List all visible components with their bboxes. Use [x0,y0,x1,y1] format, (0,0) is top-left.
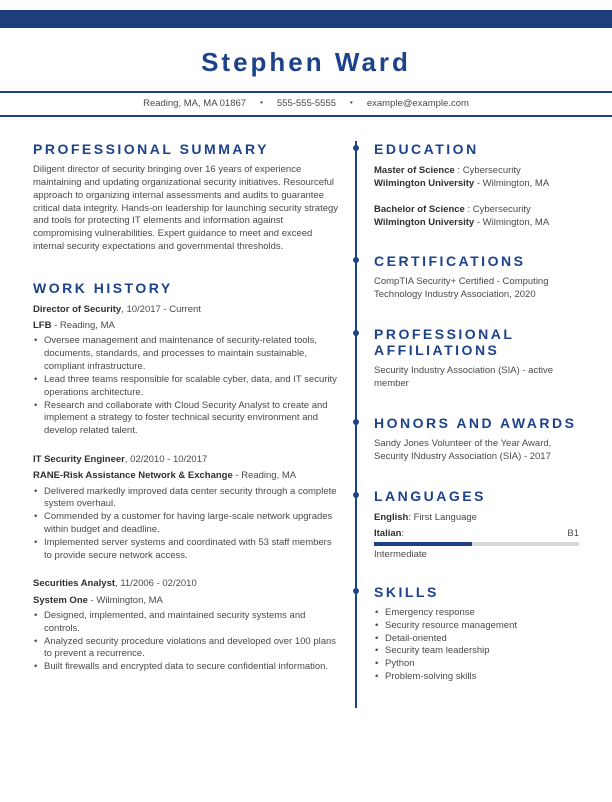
education-entry: Bachelor of Science : Cybersecurity Wilmington University - Wilmington, MA [374,203,550,228]
skill-item: • Security resource management [374,620,579,633]
job-bullet: • Built firewalls and encrypted data to secure confidential information. [33,661,339,674]
job-company-line: System One - Wilmington, MA [33,594,163,606]
job-company: RANE-Risk Assistance Network & Exchange [33,470,233,482]
italian-proficiency-fill [374,542,472,546]
job-bullet: • Designed, implemented, and maintained security systems and controls. [33,610,339,636]
job-location: Reading, MA [59,320,115,332]
section-title-professional-affiliations: PROFESSIONAL AFFILIATIONS [374,326,515,359]
job-dates: 11/2006 - 02/2010 [120,578,197,590]
job-title: Director of Security [33,303,122,315]
job-company-line: LFB - Reading, MA [33,320,115,332]
section-marker-dot-icon [353,145,359,151]
section-professional-affiliations [374,326,579,391]
affiliations-text: Security Industry Association (SIA) - active member [374,365,553,389]
honors-text: Sandy Jones Volunteer of the Year Award, Security INdustry Association (SIA) - 2017 [374,437,552,462]
summary-text: Diligent director of security bringing over 16 years of experience maintaining and updating organizational security initiatives. Resourceful approach to organizing internal assessments and audits to guarantee critical data integrity. Hands-on leadership for launching security strategy and tools for protecting IT elements and information against compromising vulnerabilities. Expert guidance to meet and exceed internal security expectations and governmental thresholds. [33,164,339,252]
section-title-languages: LANGUAGES [374,487,486,504]
job-bullet-list [33,486,339,563]
section-marker-dot-icon [353,419,359,425]
skill-item: • Detail-oriented [374,633,579,646]
job-title-line: Securities Analyst, 11/2006 - 02/2010 [33,578,197,590]
language-entry-english: English: First Language [374,511,477,523]
language-name: Italian [374,527,402,539]
job-bullet: • Lead three teams responsible for scalable cyber, data, and IT security operations architecture. [33,374,339,400]
job-bullet-list [33,610,339,674]
job-bullet: • Commended by a customer for having large-scale network upgrades within budget and deadline. [33,511,339,537]
job-dates: 02/2010 - 10/2017 [130,453,208,465]
job-entry [33,453,339,562]
degree-name: Master of Science [374,165,455,177]
left-column [33,141,355,708]
section-certifications [374,253,579,302]
contact-phone: 555-555-5555 [276,98,337,109]
section-marker-dot-icon [353,257,359,263]
job-bullet: • Oversee management and maintenance of security-related tools, documents, standards, and processes to maintain sustainable, compliant infrastructure. [33,335,339,373]
job-title-line: IT Security Engineer, 02/2010 - 10/2017 [33,453,208,465]
section-honors-awards [374,415,579,464]
school-name: Wilmington University [374,216,475,228]
certifications-text: CompTIA Security+ Certified - Computing Technology Industry Association, 2020 [374,276,549,301]
contact-separator-dot-icon: • [350,98,353,107]
job-bullet: • Implemented server systems and coordinated with 53 staff members to provide secure network access. [33,537,339,563]
skill-item: • Security team leadership [374,645,579,658]
job-title: Securities Analyst [33,578,116,590]
right-column [357,141,579,708]
italian-proficiency-bar [374,542,579,546]
header-accent-bar [0,10,612,28]
job-location: Reading, MA [241,470,297,482]
section-languages [374,488,579,560]
language-proficiency-label: Intermediate [374,548,427,560]
language-level: First Language [413,511,477,523]
contact-bar [0,91,612,117]
job-entry [33,303,339,438]
section-title-certifications: CERTIFICATIONS [374,253,526,270]
section-marker-dot-icon [353,492,359,498]
section-title-work-history: WORK HISTORY [33,279,173,296]
section-education [374,141,579,229]
candidate-name: Stephen Ward [201,47,411,77]
school-name: Wilmington University [374,178,475,190]
section-marker-dot-icon [353,588,359,594]
skill-item: • Problem-solving skills [374,671,579,684]
section-skills [374,584,579,684]
education-entry: Master of Science : Cybersecurity Wilmington University - Wilmington, MA [374,165,550,190]
job-entry [33,577,339,674]
job-bullet: • Delivered markedly improved data center security through a complete system overhaul. [33,486,339,512]
resume-body [0,117,612,708]
job-company-line: RANE-Risk Assistance Network & Exchange - Reading, MA [33,470,297,482]
contact-location: Reading, MA, MA 01867 [143,98,247,109]
job-location: Wilmington, MA [96,594,163,606]
language-cefr-level: B1 [567,527,579,539]
section-marker-dot-icon [353,330,359,336]
language-entry-italian: Italian: B1 [374,527,579,539]
language-name: English [374,511,409,523]
section-title-skills: SKILLS [374,583,439,600]
section-title-education: EDUCATION [374,141,479,157]
section-professional-summary [33,141,339,254]
skill-item: • Python [374,658,579,671]
section-title-professional-summary: PROFESSIONAL SUMMARY [33,141,269,157]
job-bullet-list [33,335,339,438]
contact-separator-dot-icon: • [260,98,263,107]
job-dates: 10/2017 - Current [126,303,201,315]
job-bullet: • Analyzed security procedure violations and developed over 100 plans to prevent a recurrence. [33,636,339,662]
job-title-line: Director of Security, 10/2017 - Current [33,303,201,315]
section-work-history [33,280,339,674]
degree-field: Cybersecurity [472,203,531,215]
degree-name: Bachelor of Science [374,203,465,215]
job-title: IT Security Engineer [33,453,125,465]
section-title-honors-awards: HONORS AND AWARDS [374,414,577,431]
school-location: Wilmington, MA [482,178,550,190]
degree-field: Cybersecurity [462,165,521,177]
skill-item: • Emergency response [374,607,579,620]
job-bullet: • Research and collaborate with Cloud Security Analyst to create and implement a strategy to foster technical security environment and develop related talent. [33,400,339,438]
school-location: Wilmington, MA [482,216,550,228]
contact-email: example@example.com [366,98,469,109]
job-company: LFB [33,320,52,332]
job-company: System One [33,594,88,606]
skills-list [374,607,579,684]
